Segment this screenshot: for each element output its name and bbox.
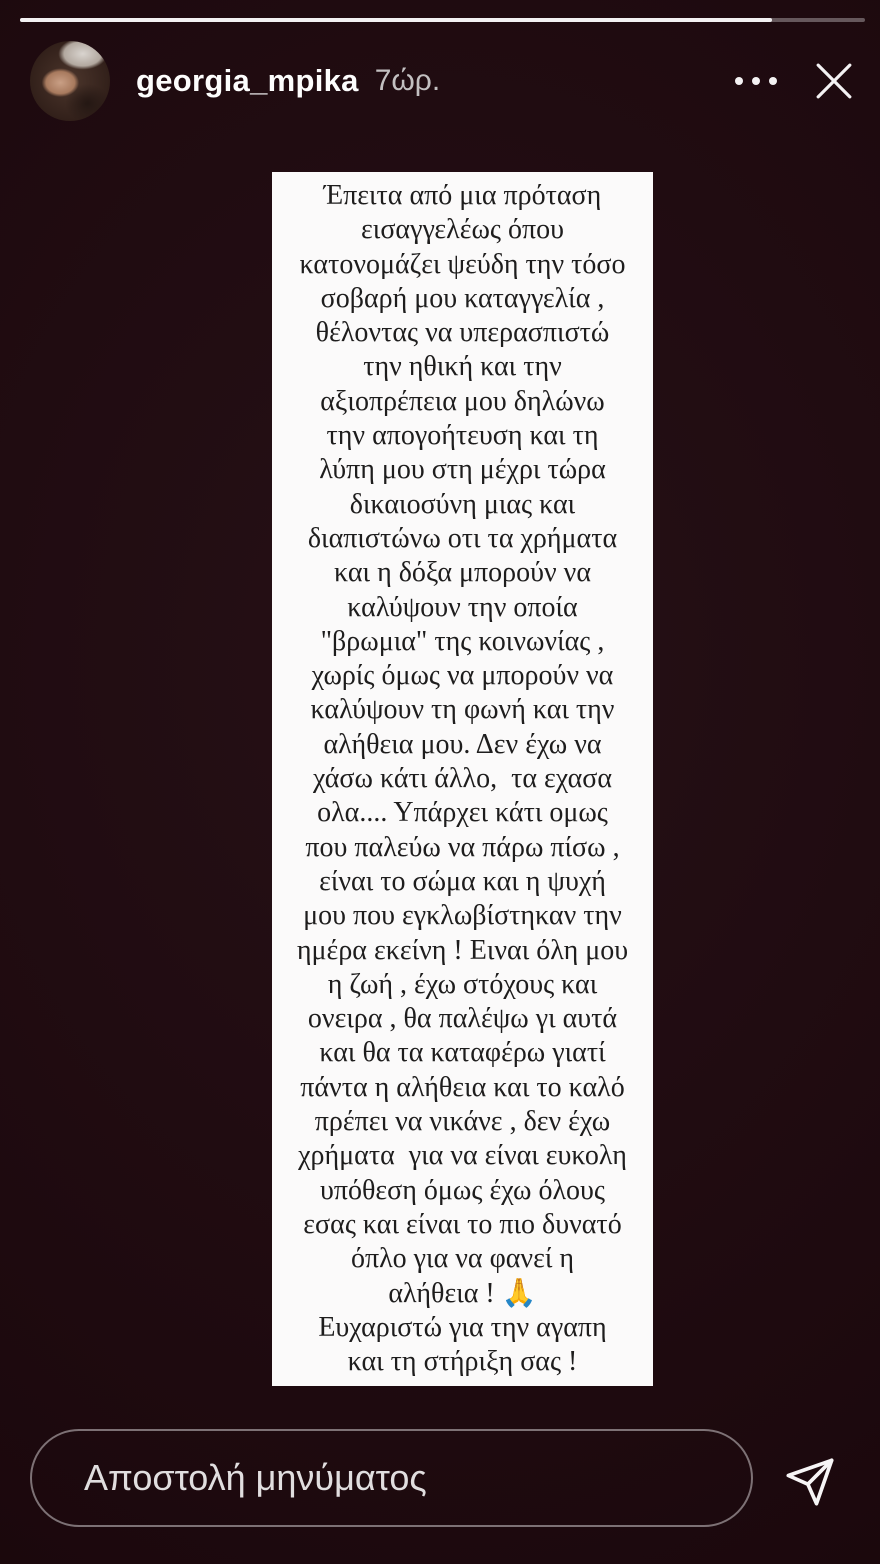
story-text-line: και τη στήριξη σας ! bbox=[347, 1346, 578, 1378]
username[interactable]: georgia_mpika bbox=[136, 63, 359, 98]
story-timestamp: 7ώρ. bbox=[374, 64, 441, 97]
story-text-line: ονειρα , θα παλέψω γι αυτά bbox=[307, 1003, 618, 1035]
story-header bbox=[30, 40, 862, 122]
more-options-button[interactable] bbox=[728, 53, 784, 109]
avatar[interactable] bbox=[30, 41, 110, 121]
story-text-line: είναι το σώμα και η ψυχή bbox=[319, 865, 606, 897]
story-text-line: εσας και είναι το πιο δυνατό bbox=[303, 1208, 622, 1240]
story-text-line: δικαιοσύνη μιας και bbox=[349, 488, 576, 520]
story-text-line: την ηθική και την bbox=[363, 351, 562, 383]
more-options-icon bbox=[735, 77, 777, 85]
story-text-line: διαπιστώνω οτι τα χρήματα bbox=[307, 522, 618, 554]
story-text-line: πάντα η αλήθεια και το καλό bbox=[300, 1071, 625, 1103]
story-text-line: Έπειτα από μια πρόταση bbox=[323, 180, 602, 211]
progress-fill bbox=[20, 18, 772, 22]
story-text-line: όπλο για να φανεί η bbox=[350, 1243, 575, 1275]
story-text-line: που παλεύω να πάρω πίσω , bbox=[305, 831, 620, 863]
story-text-line: λύπη μου στη μέχρι τώρα bbox=[319, 454, 606, 486]
story-text-line: την απογοήτευση και τη bbox=[326, 420, 599, 452]
story-text-line: αλήθεια μου. Δεν έχω να bbox=[323, 728, 602, 760]
story-text-line: πρέπει να νικάνε , δεν έχω bbox=[314, 1106, 611, 1138]
send-button[interactable] bbox=[778, 1452, 842, 1512]
story-text-line: κατονομάζει ψεύδη την τόσο bbox=[299, 248, 626, 280]
story-text-line: σοβαρή μου καταγγελία , bbox=[320, 282, 605, 314]
story-text-line: και η δόξα μπορούν να bbox=[334, 557, 591, 589]
story-text-line: εισαγγελέως όπου bbox=[361, 214, 564, 246]
story-text-line: Ευχαριστώ για την αγαπη bbox=[318, 1311, 607, 1343]
send-icon bbox=[784, 1454, 836, 1510]
story-text-line: υπόθεση όμως έχω όλους bbox=[320, 1174, 605, 1206]
story-progress-bar bbox=[20, 18, 865, 22]
story-text-line: ολα.... Υπάρχει κάτι ομως bbox=[317, 797, 608, 829]
close-icon bbox=[812, 56, 856, 106]
story-text-line: "βρωμια" της κοινωνίας , bbox=[320, 625, 605, 657]
message-input[interactable] bbox=[30, 1429, 753, 1527]
story-text-line: και θα τα καταφέρω γιατί bbox=[319, 1037, 606, 1069]
story-text-card bbox=[272, 172, 653, 1386]
story-text-line: μου που εγκλωβίστηκαν την bbox=[303, 900, 622, 932]
story-text-line: αξιοπρέπεια μου δηλώνω bbox=[320, 385, 605, 417]
close-button[interactable] bbox=[806, 53, 862, 109]
story-text-line: καλύψουν την οποία bbox=[347, 591, 578, 623]
story-text-line: ημέρα εκείνη ! Ειναι όλη μου bbox=[296, 934, 629, 966]
story-text-line: αλήθεια ! 🙏 bbox=[388, 1277, 537, 1309]
story-text-line: καλύψουν τη φωνή και την bbox=[310, 694, 615, 726]
story-text-line: χάσω κάτι άλλο, τα εχασα bbox=[312, 763, 613, 795]
story-text-line: χωρίς όμως να μπορούν να bbox=[311, 660, 614, 692]
story-text-line: χρήματα για να είναι ευκολη bbox=[298, 1140, 627, 1172]
story-text-line: η ζωή , έχω στόχους και bbox=[327, 968, 598, 1000]
story-text-line: θέλοντας να υπερασπιστώ bbox=[315, 317, 610, 349]
composer-bar bbox=[0, 1414, 880, 1564]
